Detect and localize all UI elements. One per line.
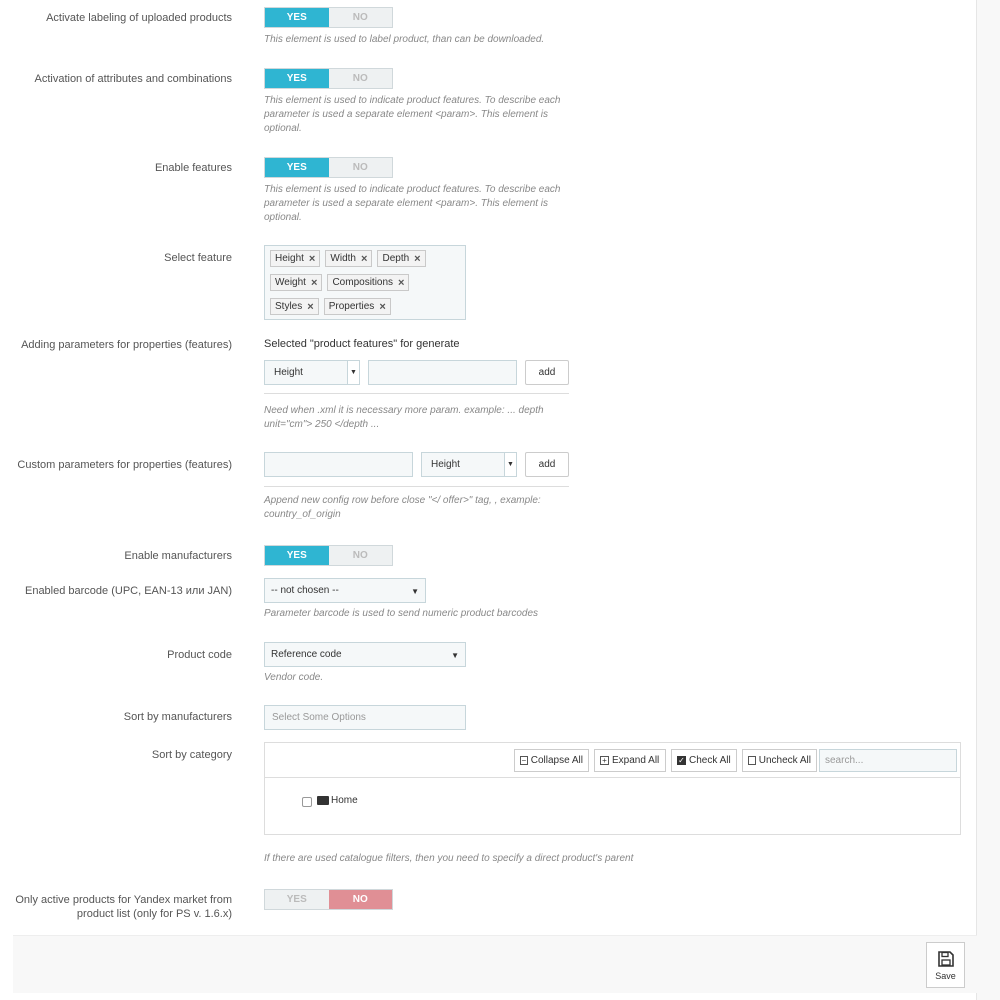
feature-tag[interactable] (377, 250, 425, 267)
feature-tag[interactable] (270, 250, 320, 267)
right-gutter (977, 0, 1000, 1000)
caret-down-icon: ▼ (504, 453, 516, 476)
feature-tag-label: Height (275, 253, 304, 264)
category-tree-toolbar (265, 743, 960, 778)
category-tree (264, 742, 961, 835)
custom-params-input[interactable] (264, 452, 413, 477)
barcode-help: Parameter barcode is used to send numeric product barcodes (264, 608, 539, 619)
home-checkbox[interactable] (302, 797, 312, 807)
collapse-all-button[interactable] (514, 749, 589, 772)
minus-square-icon: − (521, 756, 527, 765)
expand-all-label: Expand All (612, 755, 660, 766)
feature-tag-label: Properties (328, 301, 375, 312)
feature-tag[interactable] (327, 274, 409, 291)
adding-params-select[interactable] (264, 360, 360, 385)
feature-tag[interactable] (270, 274, 322, 291)
feature-tag[interactable] (324, 298, 391, 315)
divider (264, 486, 569, 487)
adding-params-add-button[interactable]: add (525, 360, 569, 385)
floppy-disk-icon (937, 950, 955, 968)
custom-params-select-value: Height (431, 459, 460, 470)
remove-tag-icon[interactable]: × (379, 300, 386, 313)
attributes-label: Activation of attributes and combinations (34, 73, 232, 85)
check-all-button[interactable] (671, 749, 737, 772)
feature-tag-label: Depth (382, 253, 410, 264)
labeling-help: This element is used to label product, than can be downloaded. (264, 34, 545, 45)
feature-tag-label: Weight (275, 277, 306, 288)
custom-params-add-button[interactable]: add (525, 452, 569, 477)
features-label: Enable features (154, 162, 232, 174)
sort-category-label: Sort by category (151, 749, 232, 761)
barcode-select[interactable] (264, 578, 426, 603)
barcode-label: Enabled barcode (UPC, EAN-13 или JAN) (24, 585, 232, 597)
custom-params-label: Custom parameters for properties (features) (17, 459, 232, 471)
remove-tag-icon[interactable]: × (308, 252, 316, 265)
feature-tag-label: Styles (275, 301, 303, 312)
feature-tag-label: Width (330, 253, 356, 264)
attributes-yes-option[interactable]: YES (265, 69, 329, 88)
barcode-select-value: -- not chosen -- (271, 585, 339, 596)
expand-all-button[interactable] (594, 749, 666, 772)
empty-box-icon (748, 756, 756, 765)
caret-down-icon: ▼ (451, 651, 459, 660)
divider (264, 393, 569, 394)
feature-tag[interactable] (325, 250, 372, 267)
features-switch[interactable] (264, 157, 393, 178)
custom-params-help: Append new config row before close "</ offer>" tag, , example: country_of_origin (264, 495, 541, 520)
attributes-help: This element is used to indicate product features. To describe each parameter is used a separate element <param>. This element is optional. (264, 95, 561, 134)
manufacturers-switch[interactable] (264, 545, 393, 566)
remove-tag-icon[interactable]: × (414, 252, 421, 265)
feature-tag-label: Compositions (332, 277, 394, 288)
select-feature-label: Select feature (164, 252, 232, 264)
sort-category-help: If there are used catalogue filters, then you need to specify a direct product's parent (264, 853, 634, 864)
save-button[interactable] (926, 942, 965, 988)
manufacturers-yes-option[interactable]: YES (265, 546, 329, 565)
attributes-no-option[interactable]: NO (352, 73, 368, 84)
only-active-switch[interactable] (264, 889, 393, 910)
caret-down-icon: ▼ (347, 361, 359, 384)
features-help: This element is used to indicate product features. To describe each parameter is used a separate element <param>. This element is optional. (264, 184, 561, 223)
adding-params-input[interactable] (368, 360, 517, 385)
labeling-yes-option[interactable]: YES (265, 8, 329, 27)
product-code-select[interactable] (264, 642, 466, 667)
sort-manufacturers-label: Sort by manufacturers (123, 711, 232, 723)
product-code-help: Vendor code. (264, 672, 324, 683)
custom-params-select[interactable] (421, 452, 517, 477)
remove-tag-icon[interactable]: × (307, 300, 314, 313)
labeling-no-option[interactable]: NO (352, 12, 368, 23)
adding-params-help: Need when .xml it is necessary more param. example: ... depth unit="cm"> 250 </depth ... (264, 405, 544, 430)
save-label: Save (935, 970, 956, 981)
labeling-switch[interactable] (264, 7, 393, 28)
attributes-switch[interactable] (264, 68, 393, 89)
uncheck-all-label: Uncheck All (758, 755, 811, 766)
uncheck-all-button[interactable] (742, 749, 817, 772)
product-code-select-value: Reference code (271, 649, 342, 660)
panel-footer (13, 935, 977, 993)
caret-down-icon: ▼ (411, 587, 419, 596)
collapse-all-label: Collapse All (530, 755, 583, 766)
check-all-label: Check All (689, 755, 731, 766)
product-code-label: Product code (167, 649, 232, 661)
only-active-label-line2: product list (only for PS v. 1.6.x) (76, 908, 232, 920)
feature-tag[interactable] (270, 298, 319, 315)
only-active-yes-option[interactable]: YES (286, 894, 307, 905)
select-feature-tagbox[interactable] (264, 245, 466, 320)
adding-params-caption: Selected "product features" for generate (264, 338, 460, 350)
tree-item-home[interactable]: Home (331, 795, 358, 806)
plus-square-icon: + (600, 756, 609, 765)
manufacturers-no-option[interactable]: NO (352, 550, 368, 561)
folder-icon (317, 796, 329, 805)
only-active-no-option[interactable]: NO (329, 890, 393, 909)
adding-params-label: Adding parameters for properties (features) (21, 339, 232, 351)
labeling-label: Activate labeling of uploaded products (46, 12, 232, 24)
features-yes-option[interactable]: YES (265, 158, 329, 177)
sort-manufacturers-input[interactable]: Select Some Options (264, 705, 466, 730)
remove-tag-icon[interactable]: × (360, 252, 368, 265)
adding-params-select-value: Height (274, 367, 303, 378)
remove-tag-icon[interactable]: × (310, 276, 318, 289)
category-search-input[interactable]: search... (819, 749, 957, 772)
remove-tag-icon[interactable]: × (398, 276, 405, 289)
only-active-label-line1: Only active products for Yandex market from (15, 894, 232, 906)
features-no-option[interactable]: NO (352, 162, 368, 173)
checked-box-icon: ✓ (678, 756, 685, 765)
manufacturers-label: Enable manufacturers (124, 550, 232, 562)
